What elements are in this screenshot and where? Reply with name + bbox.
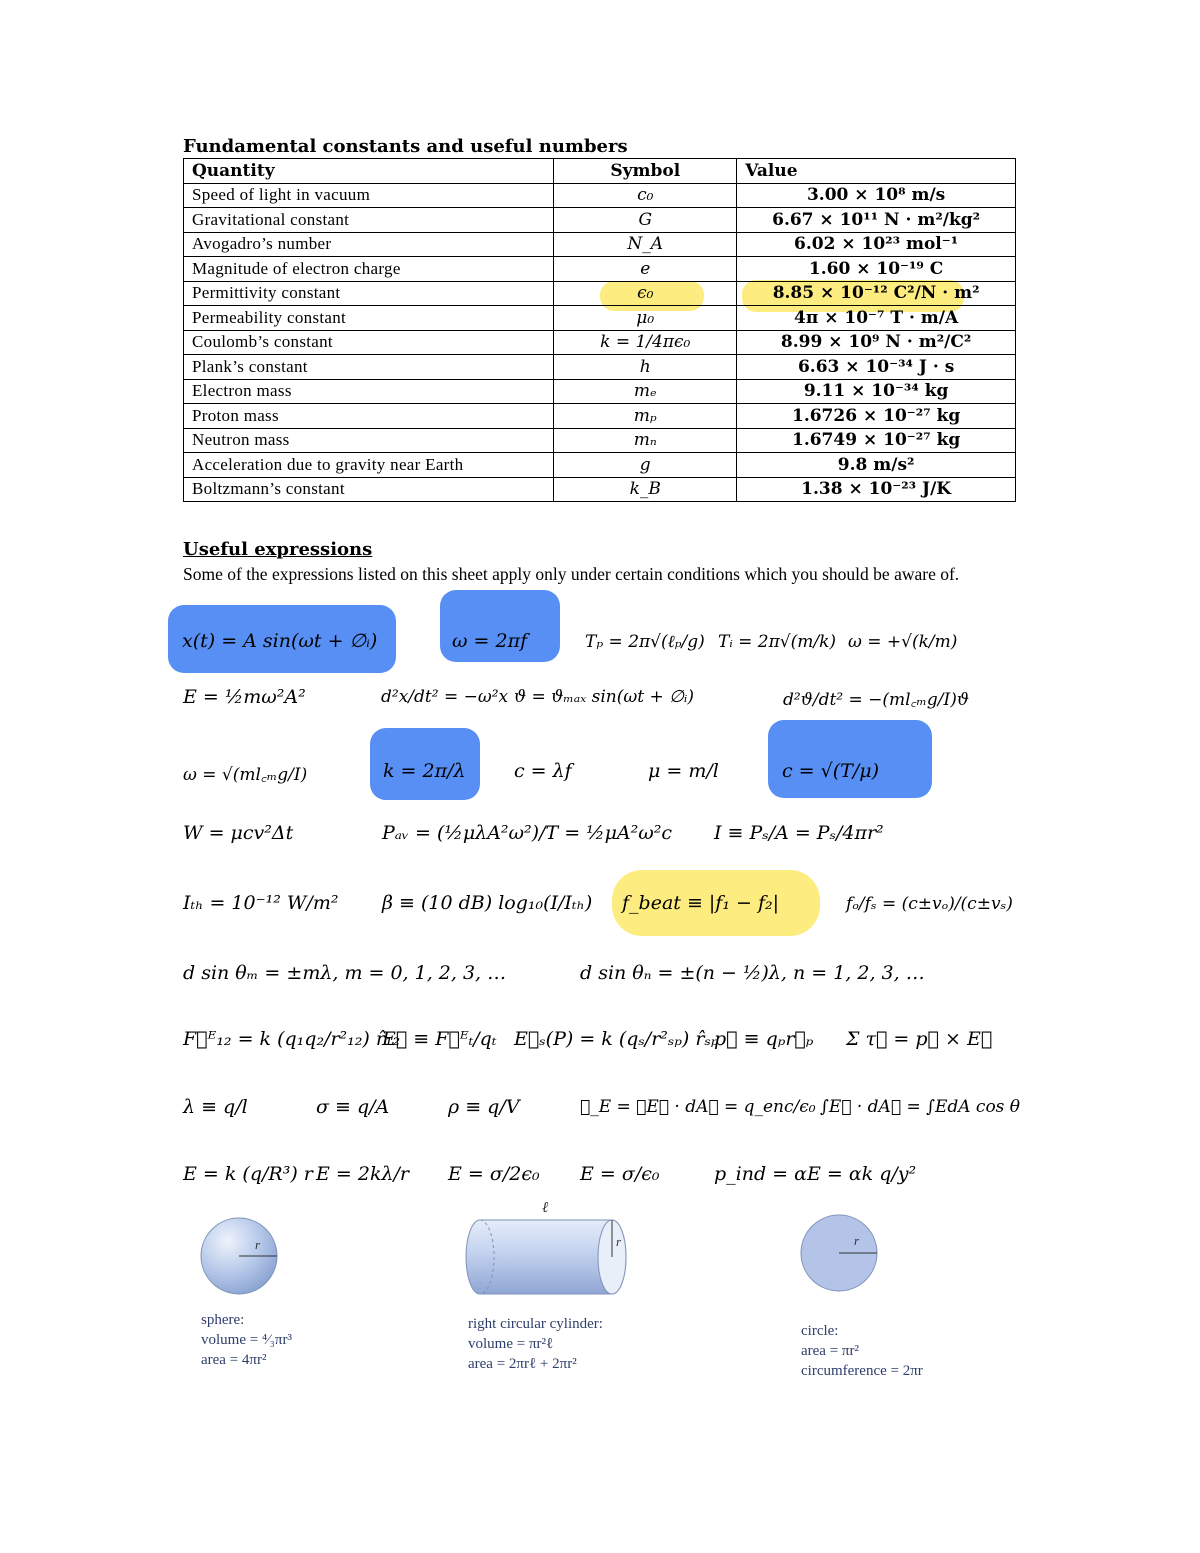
- eq-field-inside-sphere: E = k (q/R³) r: [183, 1163, 313, 1185]
- quantity-cell: Magnitude of electron charge: [184, 257, 554, 282]
- symbol-cell: h: [554, 355, 737, 380]
- quantity-cell: Neutron mass: [184, 428, 554, 453]
- value-cell: 6.63 × 10⁻³⁴ J · s: [737, 355, 1016, 380]
- eq-conductor-field: E = σ/ϵ₀: [580, 1163, 660, 1185]
- eq-wave-work: W = μcv²Δt: [183, 822, 294, 844]
- eq-angular-frequency: ω = 2πf: [452, 630, 528, 652]
- value-cell: 8.99 × 10⁹ N · m²/C²: [737, 330, 1016, 355]
- table-row: [184, 453, 1016, 478]
- quantity-cell: Permeability constant: [184, 306, 554, 331]
- eq-dark-fringes: d sin θₙ = ±(n − ½)λ, n = 1, 2, 3, …: [580, 962, 925, 984]
- value-cell: 1.6726 × 10⁻²⁷ kg: [737, 404, 1016, 429]
- cylinder-volume: volume = πr²ℓ: [468, 1336, 554, 1352]
- table-row: [184, 379, 1016, 404]
- eq-torque: Σ τ⃗ = p⃗ × E⃗: [846, 1028, 993, 1050]
- value-cell: 9.8 m/s²: [737, 453, 1016, 478]
- sphere-radius-label: r: [255, 1237, 261, 1252]
- sphere-illustration: [198, 1215, 282, 1299]
- value-cell: 1.60 × 10⁻¹⁹ C: [737, 257, 1016, 282]
- eq-gauss-law: ∅_E = ∮E⃗ · dA⃗ = q_enc/ϵ₀: [580, 1097, 816, 1117]
- eq-linear-density: μ = m/l: [648, 760, 719, 782]
- eq-doppler: fₒ/fₛ = (c±vₒ)/(c±vₛ): [846, 894, 1013, 914]
- symbol-cell: ϵ₀: [554, 281, 737, 306]
- quantity-cell: Speed of light in vacuum: [184, 183, 554, 208]
- value-cell: 6.67 × 10¹¹ N · m²/kg²: [737, 208, 1016, 233]
- eq-dipole-moment: p⃗ ≡ qₚr⃗ₚ: [714, 1028, 814, 1050]
- symbol-cell: mₑ: [554, 379, 737, 404]
- eq-induced-dipole: p_ind = αE = αk q/y²: [714, 1163, 917, 1185]
- header-symbol: Symbol: [554, 159, 737, 184]
- quantity-cell: Plank’s constant: [184, 355, 554, 380]
- circle-caption: [801, 1321, 923, 1381]
- value-cell: 3.00 × 10⁸ m/s: [737, 183, 1016, 208]
- symbol-cell: μ₀: [554, 306, 737, 331]
- circle-area: area = πr²: [801, 1343, 859, 1359]
- eq-spring-omega: ω = +√(k/m): [848, 632, 958, 652]
- sphere-volume: volume = ⁴⁄₃πr³: [201, 1332, 292, 1348]
- symbol-cell: mₚ: [554, 404, 737, 429]
- symbol-cell: g: [554, 453, 737, 478]
- eq-field-definition: E⃗ ≡ F⃗ᴱₜ/qₜ: [382, 1028, 497, 1050]
- table-row: [184, 428, 1016, 453]
- quantity-cell: Proton mass: [184, 404, 554, 429]
- symbol-cell: e: [554, 257, 737, 282]
- circle-illustration: [798, 1212, 882, 1296]
- useful-expressions-note: Some of the expressions listed on this sheet apply only under certain conditions which you should be aware of.: [183, 564, 960, 584]
- cylinder-radius-label: r: [616, 1234, 622, 1249]
- eq-line-charge-field: E = 2kλ/r: [316, 1163, 409, 1185]
- table-row: [184, 306, 1016, 331]
- eq-shm-differential: d²x/dt² = −ω²x: [381, 687, 509, 707]
- quantity-cell: Avogadro’s number: [184, 232, 554, 257]
- quantity-cell: Permittivity constant: [184, 281, 554, 306]
- eq-shm-energy: E = ½mω²A²: [183, 686, 306, 708]
- eq-physical-pendulum: d²ϑ/dt² = −(ml꜀ₘg/I)ϑ: [783, 690, 970, 710]
- value-cell: 9.11 × 10⁻³⁴ kg: [737, 379, 1016, 404]
- sphere-caption: [201, 1310, 292, 1370]
- constants-table: [183, 158, 1016, 502]
- quantity-cell: Electron mass: [184, 379, 554, 404]
- table-header-row: [184, 159, 1016, 184]
- symbol-cell: k_B: [554, 477, 737, 502]
- eq-coulomb-force: F⃗ᴱ₁₂ = k (q₁q₂/r²₁₂) r̂₁₂: [183, 1028, 401, 1050]
- cylinder-area: area = 2πrℓ + 2πr²: [468, 1356, 577, 1372]
- eq-intensity: I ≡ Pₛ/A = Pₛ/4πr²: [714, 822, 884, 844]
- eq-sheet-field: E = σ/2ϵ₀: [448, 1163, 540, 1185]
- eq-beat-frequency: f_beat ≡ |f₁ − f₂|: [622, 892, 780, 914]
- useful-expressions-title: Useful expressions: [183, 539, 373, 560]
- table-row: [184, 232, 1016, 257]
- eq-spring-period: Tᵢ = 2π√(m/k): [718, 632, 837, 652]
- eq-threshold-intensity: Iₜₕ = 10⁻¹² W/m²: [183, 892, 339, 914]
- eq-average-power: Pₐᵥ = (½μλA²ω²)/T = ½μA²ω²c: [382, 822, 673, 844]
- symbol-cell: mₙ: [554, 428, 737, 453]
- sphere-name: sphere:: [201, 1312, 245, 1328]
- table-row: [184, 257, 1016, 282]
- table-row: [184, 281, 1016, 306]
- cylinder-illustration: [462, 1196, 632, 1300]
- page-title: Fundamental constants and useful numbers: [183, 136, 628, 157]
- eq-wave-speed-lambda: c = λf: [514, 760, 572, 782]
- table-row: [184, 208, 1016, 233]
- eq-linear-charge-density: λ ≡ q/l: [183, 1096, 248, 1118]
- quantity-cell: Boltzmann’s constant: [184, 477, 554, 502]
- eq-string-wave-speed: c = √(T/μ): [782, 760, 879, 782]
- eq-pendulum-period: Tₚ = 2π√(ℓₚ/g): [585, 632, 705, 652]
- cylinder-length-label: ℓ: [542, 1200, 549, 1216]
- quantity-cell: Coulomb’s constant: [184, 330, 554, 355]
- value-cell: 1.38 × 10⁻²³ J/K: [737, 477, 1016, 502]
- eq-volume-charge-density: ρ ≡ q/V: [448, 1096, 520, 1118]
- eq-position: x(t) = A sin(ωt + ∅ᵢ): [182, 630, 378, 652]
- cylinder-name: right circular cylinder:: [468, 1316, 603, 1332]
- eq-surface-charge-density: σ ≡ q/A: [316, 1096, 390, 1118]
- circle-name: circle:: [801, 1323, 839, 1339]
- sphere-area: area = 4πr²: [201, 1352, 267, 1368]
- symbol-cell: N_A: [554, 232, 737, 257]
- value-cell: 6.02 × 10²³ mol⁻¹: [737, 232, 1016, 257]
- header-quantity: Quantity: [184, 159, 554, 184]
- header-value: Value: [737, 159, 1016, 184]
- table-row: [184, 355, 1016, 380]
- table-row: [184, 404, 1016, 429]
- table-row: [184, 330, 1016, 355]
- quantity-cell: Acceleration due to gravity near Earth: [184, 453, 554, 478]
- table-row: [184, 183, 1016, 208]
- table-row: [184, 477, 1016, 502]
- circle-circumference: circumference = 2πr: [801, 1363, 923, 1379]
- value-cell: 8.85 × 10⁻¹² C²/N · m²: [737, 281, 1016, 306]
- value-cell: 4π × 10⁻⁷ T · m/A: [737, 306, 1016, 331]
- eq-angular-displacement: ϑ = ϑₘₐₓ sin(ωt + ∅ᵢ): [514, 687, 694, 707]
- symbol-cell: k = 1/4πϵ₀: [554, 330, 737, 355]
- eq-wavenumber: k = 2π/λ: [383, 760, 466, 782]
- eq-physical-pendulum-omega: ω = √(ml꜀ₘg/I): [183, 765, 308, 785]
- eq-flux-integral: ∫E⃗ · dA⃗ = ∫EdA cos θ: [820, 1097, 1021, 1117]
- circle-radius-label: r: [854, 1233, 860, 1248]
- eq-sound-level: β ≡ (10 dB) log₁₀(I/Iₜₕ): [382, 892, 593, 914]
- symbol-cell: G: [554, 208, 737, 233]
- highlight-wave-speed-eq: [768, 720, 932, 798]
- quantity-cell: Gravitational constant: [184, 208, 554, 233]
- eq-bright-fringes: d sin θₘ = ±mλ, m = 0, 1, 2, 3, …: [183, 962, 507, 984]
- symbol-cell: c₀: [554, 183, 737, 208]
- eq-point-charge-field: E⃗ₛ(P) = k (qₛ/r²ₛₚ) r̂ₛₚ: [514, 1028, 719, 1050]
- cylinder-caption: [468, 1314, 603, 1374]
- value-cell: 1.6749 × 10⁻²⁷ kg: [737, 428, 1016, 453]
